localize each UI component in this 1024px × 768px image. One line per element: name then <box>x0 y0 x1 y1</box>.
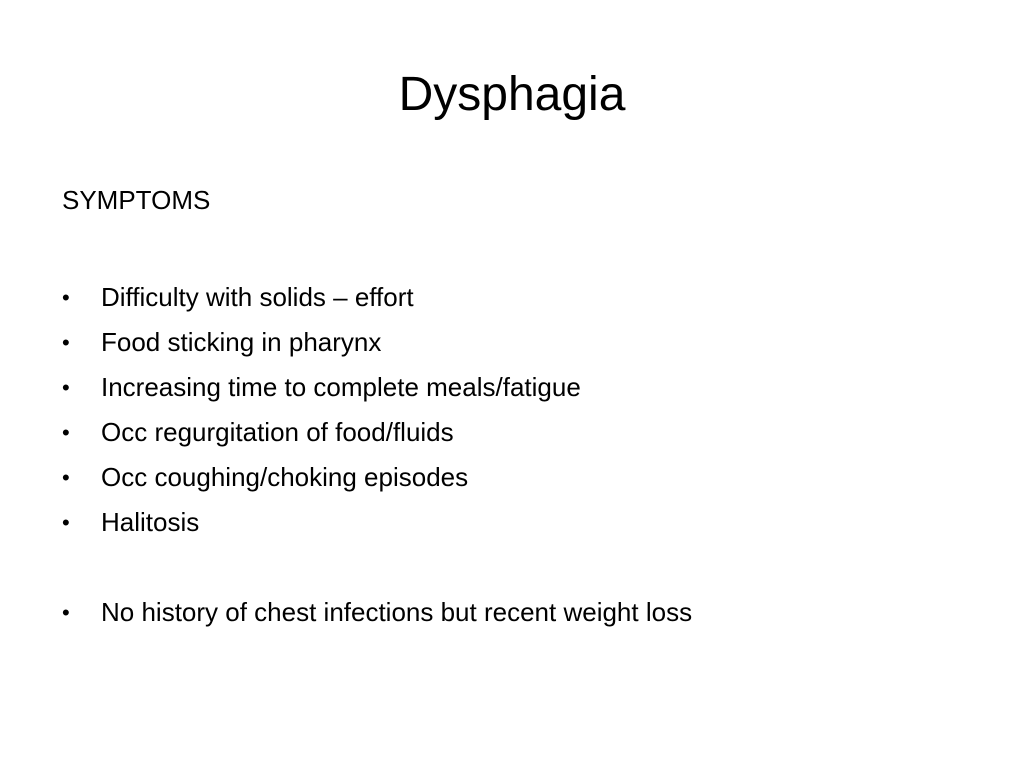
list-item-text: Occ regurgitation of food/fluids <box>101 417 454 447</box>
bullet-icon: • <box>62 510 70 535</box>
symptoms-heading: SYMPTOMS <box>62 185 211 215</box>
bullet-icon: • <box>62 420 70 445</box>
list-item <box>62 590 962 635</box>
list-item <box>62 275 962 320</box>
list-item <box>62 455 962 500</box>
list-item-text: No history of chest infections but recent weight loss <box>101 597 693 627</box>
list-item-text: Occ coughing/choking episodes <box>101 462 469 492</box>
bullet-icon: • <box>62 285 70 310</box>
bullet-icon: • <box>62 330 70 355</box>
list-item-text: Halitosis <box>101 507 200 537</box>
slide-title: Dysphagia <box>398 68 626 121</box>
list-item <box>62 500 962 545</box>
list-item <box>62 320 962 365</box>
list-item <box>62 410 962 455</box>
bullet-icon: • <box>62 465 70 490</box>
list-item-text: Food sticking in pharynx <box>101 327 382 357</box>
list-item <box>62 365 962 410</box>
bullet-icon: • <box>62 600 70 625</box>
symptom-list <box>62 275 962 635</box>
list-item-text: Increasing time to complete meals/fatigue <box>101 372 581 402</box>
list-item-text: Difficulty with solids – effort <box>101 282 414 312</box>
bullet-icon: • <box>62 375 70 400</box>
